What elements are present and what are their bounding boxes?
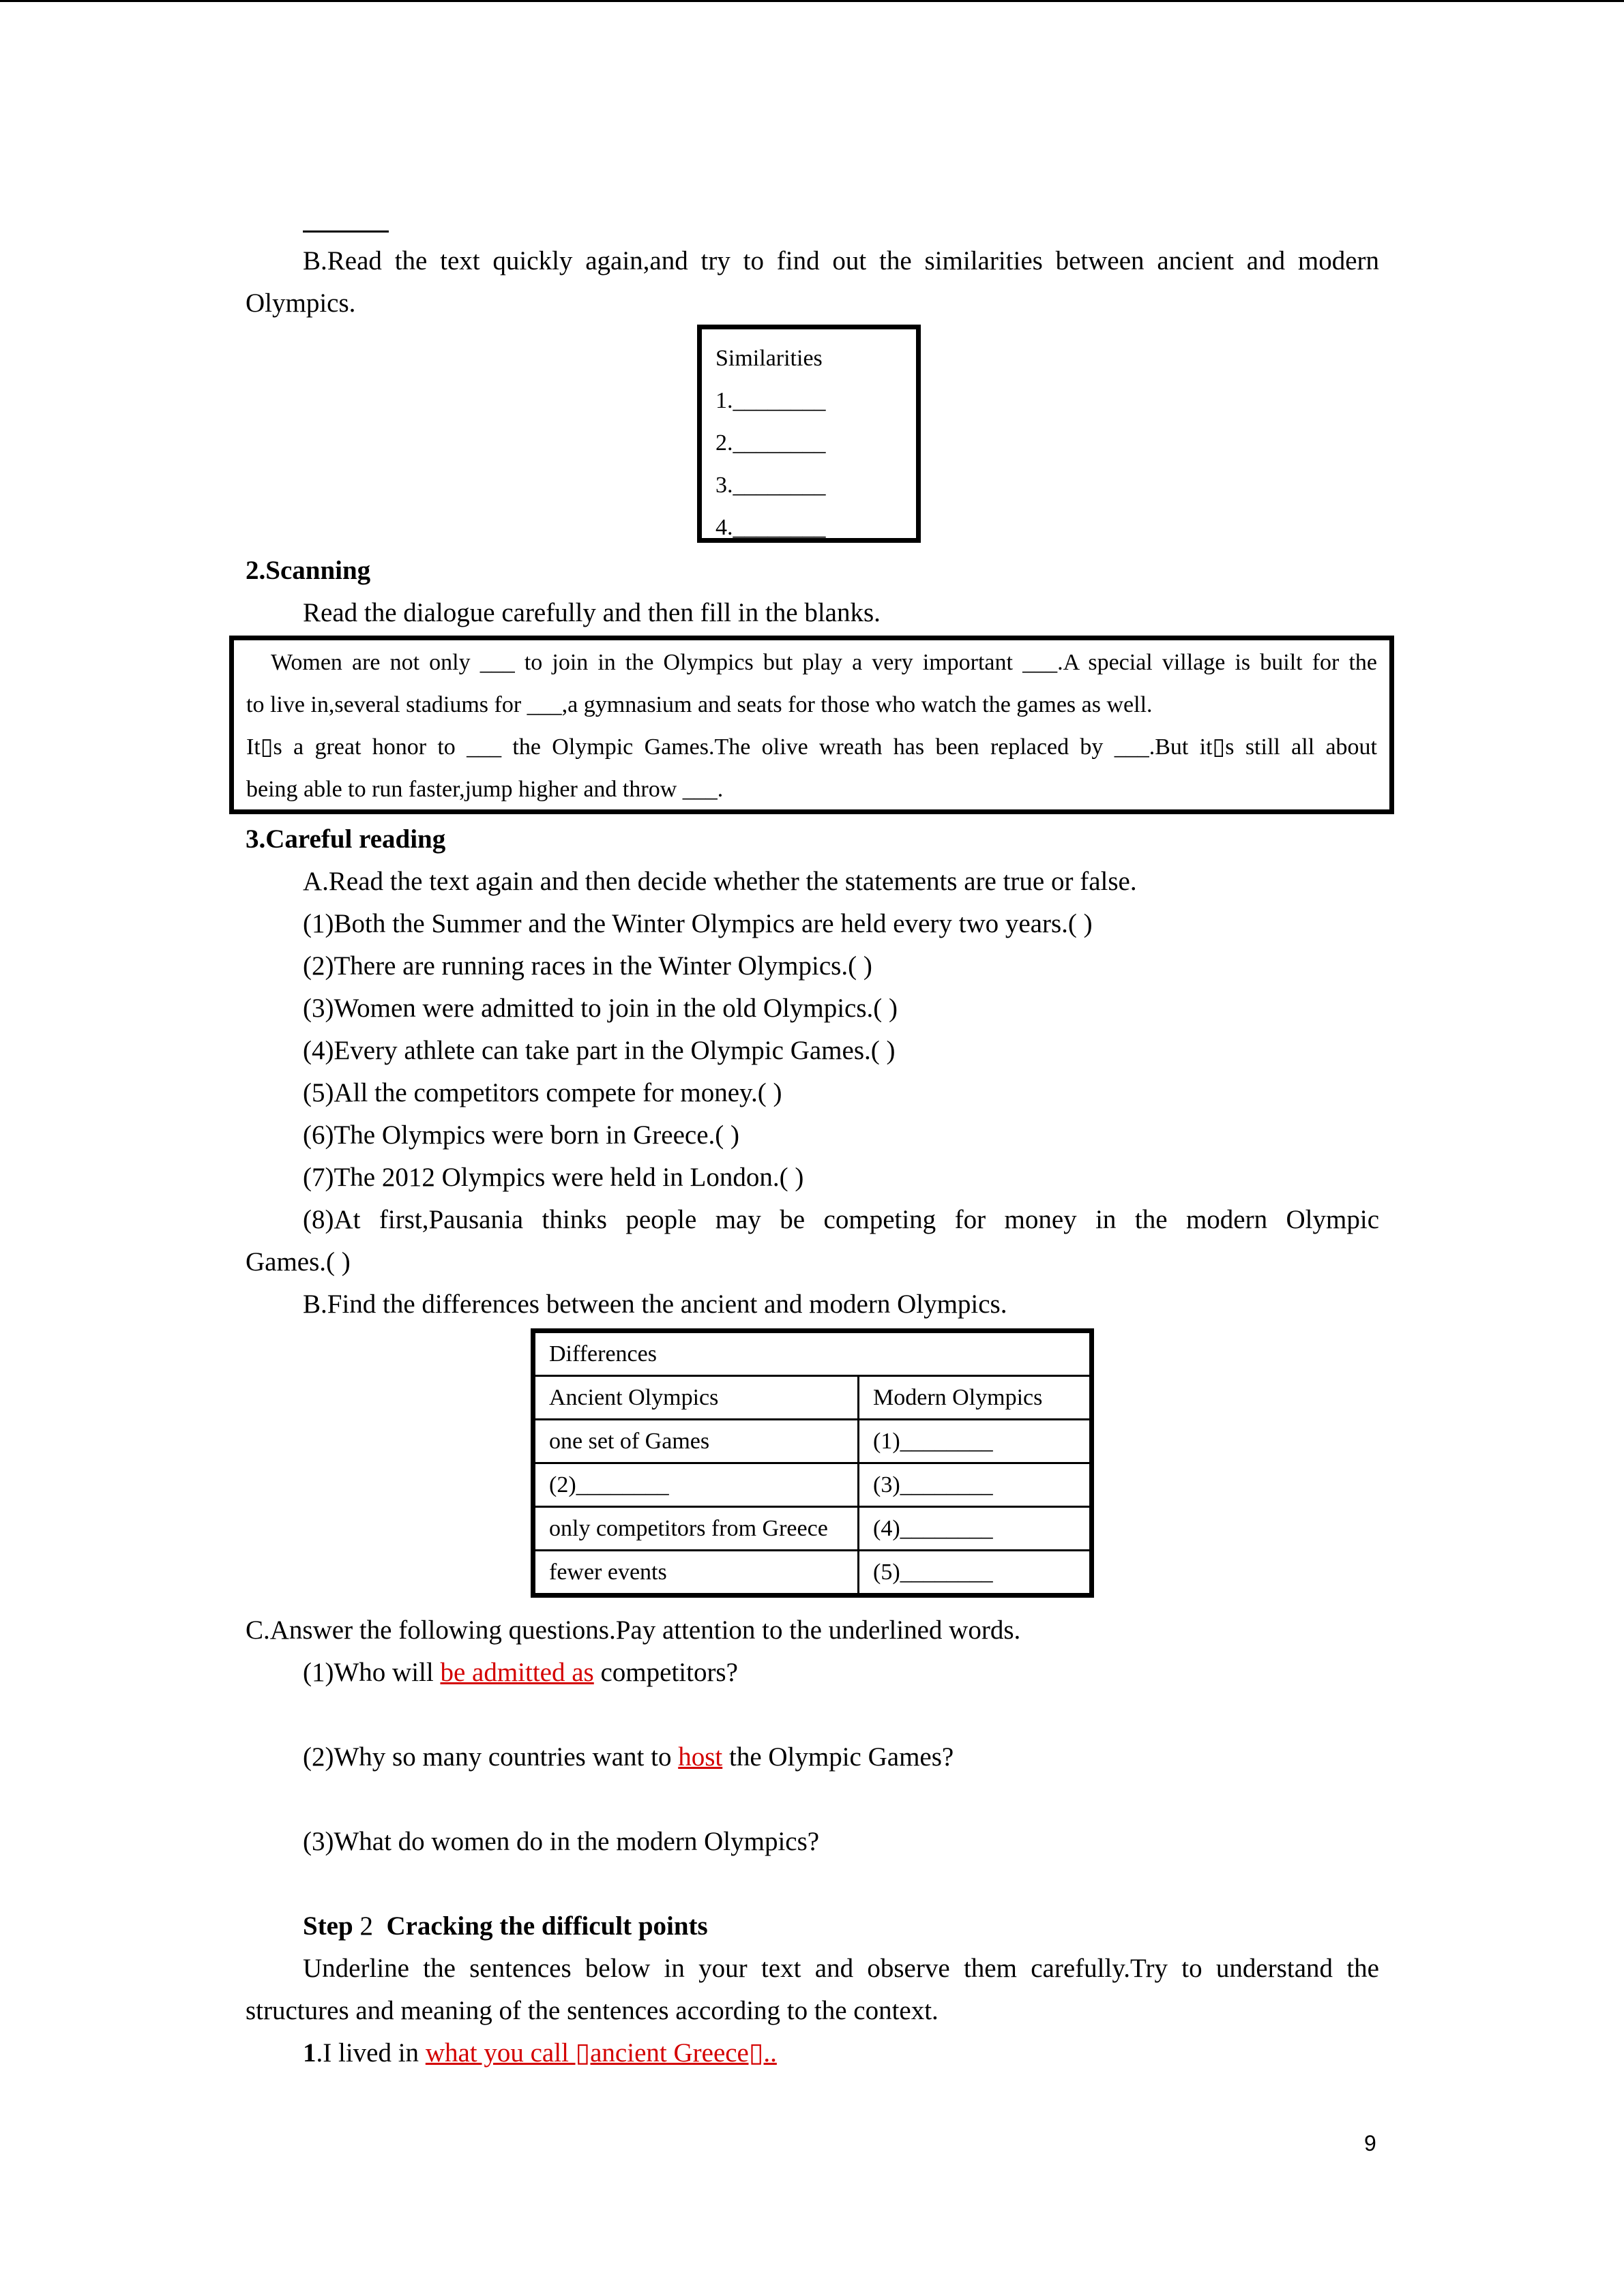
table-row <box>533 1463 1092 1507</box>
statement-1: (1)Both the Summer and the Winter Olympics are held every two years.( ) <box>303 909 1093 938</box>
scanning-box-line-3: It▯s a great honor to ___ the Olympic Games.The olive wreath has been replaced by ___.But it▯s still all about <box>246 734 1377 760</box>
careful-reading-heading: 3.Careful reading <box>246 824 446 854</box>
underlined-word: host <box>678 1742 723 1772</box>
step-2-paragraph-line1: Underline the sentences below in your text and observe them carefully.Try to understand the <box>303 1954 1379 1983</box>
statement-7: (7)The 2012 Olympics were held in London.( ) <box>303 1163 804 1192</box>
question-1-pre: (1)Who will <box>303 1658 441 1687</box>
table-row <box>533 1376 1092 1420</box>
question-1-post: competitors? <box>593 1658 738 1687</box>
differences-title: Differences <box>533 1331 1092 1376</box>
step-label: Step <box>303 1911 353 1941</box>
table-cell: (4)________ <box>859 1507 1092 1551</box>
careful-reading-instruction-b: B.Find the differences between the ancient and modern Olympics. <box>303 1289 1007 1319</box>
item-prefix: .I lived in <box>316 2038 426 2068</box>
question-2-pre: (2)Why so many countries want to <box>303 1742 679 1772</box>
statement-8-line2: Games.( ) <box>246 1247 351 1277</box>
statement-5: (5)All the competitors compete for money.( ) <box>303 1078 782 1107</box>
step-number: 2 <box>353 1911 387 1941</box>
underlined-sentence: what you call ▯ancient Greece▯.. <box>425 2038 777 2068</box>
column-header-modern: Modern Olympics <box>859 1376 1092 1420</box>
question-3: (3)What do women do in the modern Olympics? <box>303 1827 820 1856</box>
similarity-blank-1: 1.________ <box>715 388 826 413</box>
page-number: 9 <box>1364 2131 1376 2156</box>
differences-table <box>531 1328 1094 1598</box>
item-number: 1 <box>303 2038 316 2068</box>
statement-4: (4)Every athlete can take part in the Olympic Games.( ) <box>303 1036 896 1065</box>
table-cell: one set of Games <box>533 1420 859 1463</box>
similarity-blank-3: 3.________ <box>715 473 826 498</box>
column-header-ancient: Ancient Olympics <box>533 1376 859 1420</box>
scanning-box-line-1: Women are not only ___ to join in the Olympics but play a very important ___.A special village is built for the <box>271 650 1377 675</box>
table-cell: (3)________ <box>859 1463 1092 1507</box>
table-cell: (1)________ <box>859 1420 1092 1463</box>
question-2 <box>303 1736 954 1778</box>
difficult-point-1 <box>303 2032 777 2074</box>
table-cell: (2)________ <box>533 1463 859 1507</box>
table-cell: fewer events <box>533 1551 859 1596</box>
statement-2: (2)There are running races in the Winter Olympics.( ) <box>303 951 872 981</box>
table-row <box>533 1420 1092 1463</box>
statement-3: (3)Women were admitted to join in the old Olympics.( ) <box>303 994 898 1023</box>
question-1 <box>303 1652 738 1694</box>
table-row <box>533 1331 1092 1376</box>
similarity-blank-2: 2.________ <box>715 430 826 456</box>
table-row <box>533 1551 1092 1596</box>
answer-line <box>303 230 389 233</box>
scanning-box-line-4: being able to run faster,jump higher and throw ___. <box>246 777 724 802</box>
page-top-border <box>0 0 1624 2</box>
section-c-instruction: C.Answer the following questions.Pay attention to the underlined words. <box>246 1615 1021 1645</box>
table-cell: (5)________ <box>859 1551 1092 1596</box>
statement-8-line1: (8)At first,Pausania thinks people may be competing for money in the modern Olympic <box>303 1205 1379 1234</box>
section-b-instruction-line1: B.Read the text quickly again,and try to find out the similarities between ancient and modern <box>303 246 1379 275</box>
scanning-instruction: Read the dialogue carefully and then fill in the blanks. <box>303 598 881 627</box>
step-2-heading <box>303 1905 708 1948</box>
table-row <box>533 1507 1092 1551</box>
step-title: Cracking the difficult points <box>386 1911 708 1941</box>
similarity-blank-4: 4.________ <box>715 515 826 540</box>
question-2-post: the Olympic Games? <box>722 1742 954 1772</box>
similarities-title: Similarities <box>715 346 823 371</box>
scanning-heading: 2.Scanning <box>246 556 371 585</box>
scanning-box-line-2: to live in,several stadiums for ___,a gymnasium and seats for those who watch the games as well. <box>246 692 1153 717</box>
statement-6: (6)The Olympics were born in Greece.( ) <box>303 1120 739 1150</box>
underlined-phrase: be admitted as <box>440 1658 594 1687</box>
scanning-fill-box <box>229 636 1394 814</box>
careful-reading-instruction-a: A.Read the text again and then decide whether the statements are true or false. <box>303 867 1137 896</box>
section-b-instruction-line2: Olympics. <box>246 288 356 318</box>
step-2-paragraph-line2: structures and meaning of the sentences according to the context. <box>246 1996 939 2025</box>
table-cell: only competitors from Greece <box>533 1507 859 1551</box>
similarities-box <box>697 325 921 543</box>
